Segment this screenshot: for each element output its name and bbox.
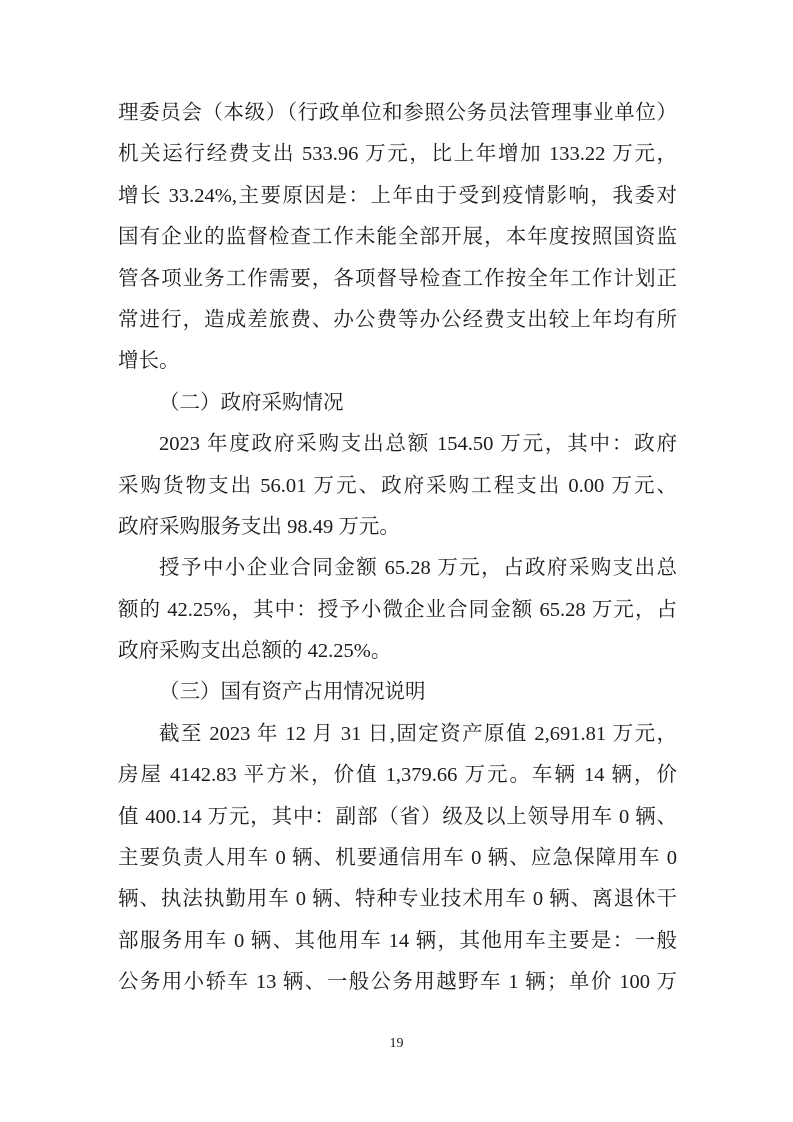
text-line: 截至 2023 年 12 月 31 日,固定资产原值 2,691.81 万元， — [159, 722, 677, 745]
text-line: 采购货物支出 56.01 万元、政府采购工程支出 0.00 万元、 — [118, 474, 677, 497]
text-line: 政府采购服务支出 98.49 万元。 — [118, 515, 400, 538]
document-body — [118, 93, 677, 1004]
section-heading-text: （二）政府采购情况 — [159, 391, 344, 414]
text-line: 值 400.14 万元，其中：副部（省）级及以上领导用车 0 辆、 — [118, 805, 677, 828]
text-line: 授予中小企业合同金额 65.28 万元，占政府采购支出总 — [159, 557, 677, 580]
text-line: 常进行，造成差旅费、办公费等办公经费支出较上年均有所 — [118, 308, 677, 331]
paragraph-government-procurement — [118, 424, 677, 548]
text-line: 政府采购支出总额的 42.25%。 — [118, 640, 392, 663]
text-line: 额的 42.25%，其中：授予小微企业合同金额 65.28 万元，占 — [118, 598, 677, 621]
text-line: 增长 33.24%,主要原因是：上年由于受到疫情影响，我委对 — [118, 184, 677, 207]
paragraph-sme-contracts — [118, 548, 677, 672]
text-line: 公务用小轿车 13 辆、一般公务用越野车 1 辆；单价 100 万 — [118, 971, 677, 994]
text-line: 部服务用车 0 辆、其他用车 14 辆，其他用车主要是：一般 — [118, 929, 677, 952]
text-line: 2023 年度政府采购支出总额 154.50 万元，其中：政府 — [159, 433, 677, 456]
paragraph-state-assets — [118, 714, 677, 1004]
text-line: 机关运行经费支出 533.96 万元，比上年增加 133.22 万元， — [118, 143, 677, 166]
section-heading-2 — [118, 383, 677, 424]
text-line: 辆、执法执勤用车 0 辆、特种专业技术用车 0 辆、离退休干 — [118, 888, 677, 911]
section-heading-3 — [118, 672, 677, 713]
page-number: 19 — [389, 1036, 404, 1051]
text-line: 房屋 4142.83 平方米，价值 1,379.66 万元。车辆 14 辆，价 — [118, 764, 677, 787]
text-line: 主要负责人用车 0 辆、机要通信用车 0 辆、应急保障用车 0 — [118, 847, 677, 870]
text-line: 管各项业务工作需要，各项督导检查工作按全年工作计划正 — [118, 267, 677, 290]
paragraph-operating-expenses — [118, 93, 677, 383]
text-line: 理委员会（本级）（行政单位和参照公务员法管理事业单位） — [118, 102, 677, 124]
text-line: 国有企业的监督检查工作未能全部开展，本年度按照国资监 — [118, 226, 677, 249]
page-footer — [0, 1036, 793, 1052]
section-heading-text: （三）国有资产占用情况说明 — [159, 681, 426, 704]
text-line: 增长。 — [118, 350, 180, 373]
